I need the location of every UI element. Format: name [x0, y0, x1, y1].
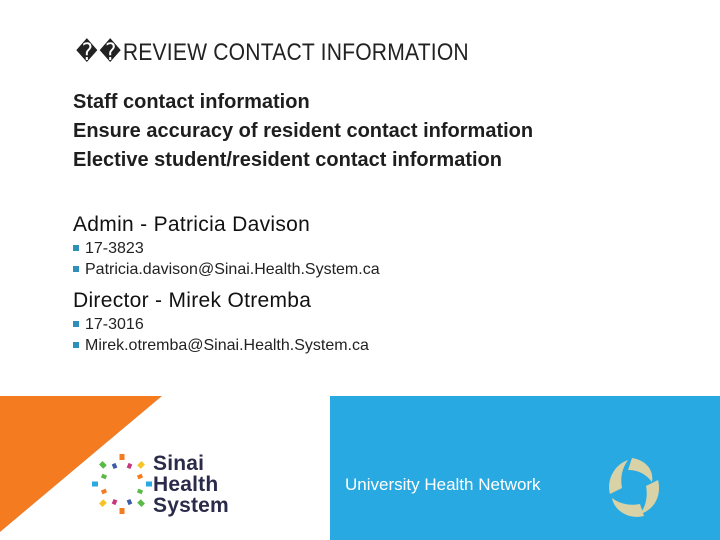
admin-email-item[interactable]: [73, 259, 380, 280]
director-email[interactable]: Mirek.otremba@Sinai.Health.System.ca: [85, 337, 369, 354]
admin-contact-list: [73, 238, 380, 280]
admin-phone-item: [73, 238, 380, 259]
slide-title: [76, 38, 469, 67]
admin-heading: Admin - Patricia Davison: [73, 213, 311, 236]
director-phone: 17-3016: [85, 316, 144, 333]
uhn-name: University Health Network: [345, 475, 541, 494]
summary-line: Elective student/resident contact information: [73, 149, 502, 171]
summary-lines: [73, 88, 533, 175]
title-text: REVIEW CONTACT INFORMATION: [122, 39, 469, 66]
footer-banner: [0, 396, 720, 540]
bullet-square-icon: [73, 321, 79, 327]
admin-phone: 17-3823: [85, 240, 144, 257]
bullet-square-icon: [73, 266, 79, 272]
footer-background: [0, 396, 720, 540]
summary-line: Staff contact information: [73, 91, 310, 113]
director-phone-item: [73, 314, 369, 335]
bullet-square-icon: [73, 342, 79, 348]
title-glyph: ��: [76, 39, 123, 66]
bullet-square-icon: [73, 245, 79, 251]
director-email-item[interactable]: [73, 335, 369, 356]
director-heading: Director - Mirek Otremba: [73, 289, 312, 312]
director-contact-list: [73, 314, 369, 356]
sinai-logo-line: System: [153, 494, 229, 517]
summary-line: Ensure accuracy of resident contact information: [73, 120, 534, 142]
admin-email[interactable]: Patricia.davison@Sinai.Health.System.ca: [85, 261, 380, 278]
sinai-logo-line: Health: [153, 473, 219, 496]
sinai-health-logo: [153, 453, 229, 516]
sinai-logo-line: Sinai: [153, 452, 205, 475]
